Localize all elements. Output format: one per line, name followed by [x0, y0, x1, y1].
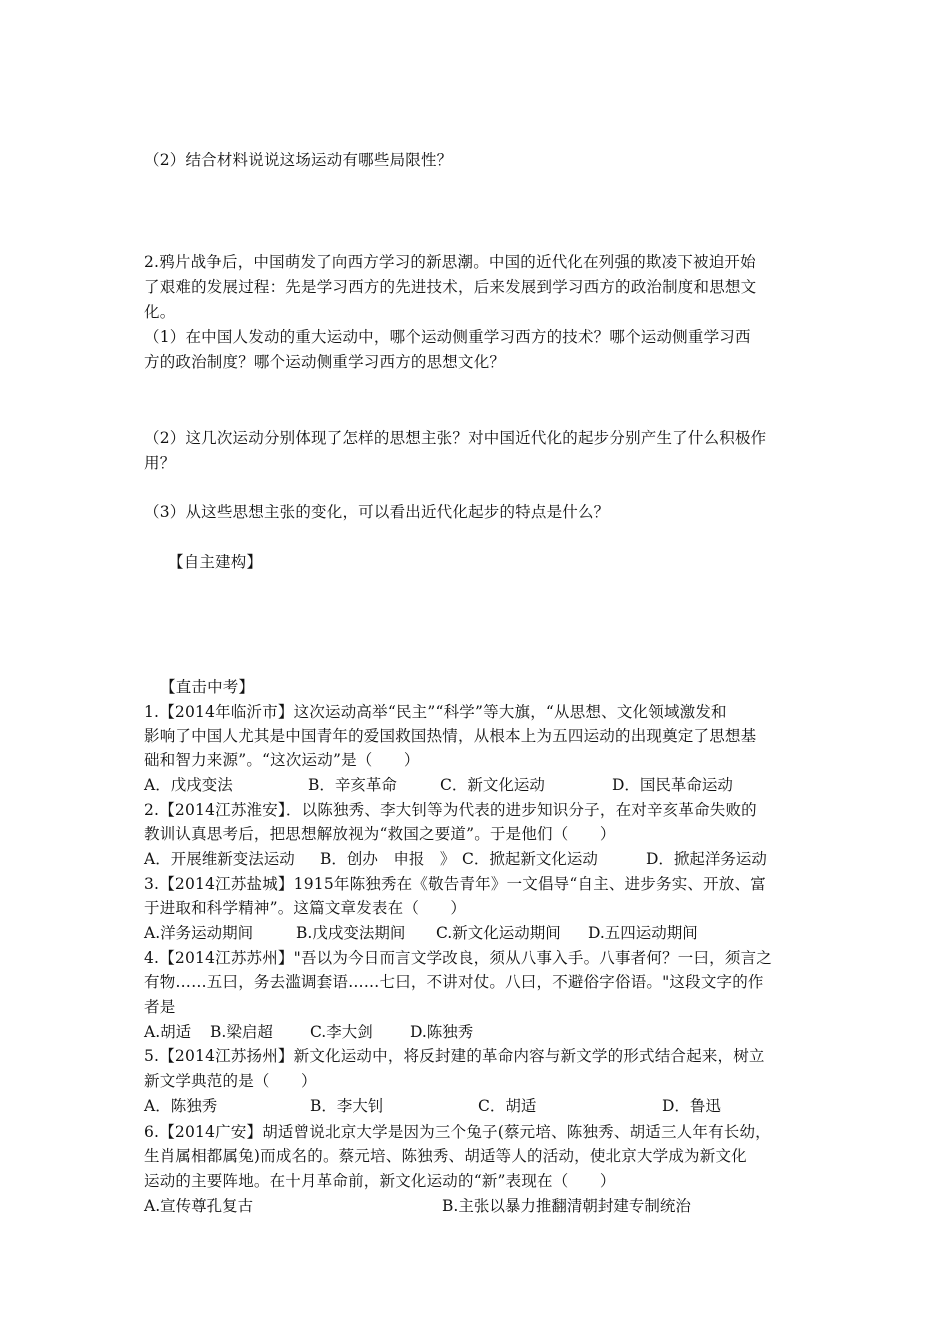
question-2-intro-line-3: 化。	[144, 303, 176, 321]
exam-q1-option-c: C．新文化运动	[440, 776, 545, 794]
exam-q4-option-b: B.梁启超	[210, 1023, 273, 1041]
exam-q2-stem-line-1: 2.【2014江苏淮安】．以陈独秀、李大钊等为代表的进步知识分子，在对辛亥革命失败的	[144, 801, 757, 819]
exam-q6-stem-line-1: 6.【2014广安】胡适曾说北京大学是因为三个兔子(蔡元培、陈独秀、胡适三人年有长幼，	[144, 1123, 771, 1141]
exam-q4-stem-line-2: 有物……五曰，务去滥调套语……七曰，不讲对仗。八曰，不避俗字俗语。"这段文字的作	[144, 973, 764, 991]
exam-q4-stem-line-1: 4.【2014江苏苏州】"吾以为今日而言文学改良，须从八事入手。八事者何？一曰，须言之	[144, 949, 772, 967]
exam-q1-option-d: D．国民革命运动	[612, 776, 733, 794]
question-2-sub-1-line-2: 方的政治制度？哪个运动侧重学习西方的思想文化？	[144, 353, 506, 371]
exam-q3-option-c: C.新文化运动期间	[436, 924, 561, 942]
exam-q3-option-a: A.洋务运动期间	[144, 924, 254, 942]
exam-q6-stem-line-2: 生肖属相都属兔)而成名的。蔡元培、陈独秀、胡适等人的活动，使北京大学成为新文化	[144, 1147, 747, 1165]
exam-q4-stem-line-3: 者是	[144, 998, 176, 1016]
exam-q4-option-a: A.胡适	[144, 1023, 192, 1041]
exam-q4-option-d: D.陈独秀	[410, 1023, 474, 1041]
exam-q3-stem-line-2: 于进取和科学精神”。这篇文章发表在（ ）	[144, 899, 467, 917]
exam-q6-stem-line-3: 运动的主要阵地。在十月革命前，新文化运动的“新”表现在（ ）	[144, 1172, 616, 1190]
question-2-sub-3: （3）从这些思想主张的变化，可以看出近代化起步的特点是什么？	[144, 503, 610, 521]
self-build-heading: 【自主建构】	[168, 553, 263, 571]
question-2-sub-2-line-1: （2）这几次运动分别体现了怎样的思想主张？对中国近代化的起步分别产生了什么积极作	[144, 429, 767, 447]
exam-q3-option-b: B.戊戌变法期间	[296, 924, 406, 942]
question-2-sub-1-line-1: （1）在中国人发动的重大运动中，哪个运动侧重学习西方的技术？哪个运动侧重学习西	[144, 328, 751, 346]
exam-q1-stem-line-1: 1.【2014年临沂市】这次运动高举“民主”“科学”等大旗，“从思想、文化领域激发和	[144, 703, 727, 721]
exam-q6-option-b: B.主张以暴力推翻清朝封建专制统治	[442, 1197, 691, 1215]
exam-q1-stem-line-3: 础和智力来源”。“这次运动”是（ ）	[144, 751, 420, 769]
exam-q2-option-b: B．创办 申报 》	[320, 850, 456, 868]
exam-q2-option-d: D．掀起洋务运动	[646, 850, 767, 868]
exam-q2-option-c: C．掀起新文化运动	[462, 850, 598, 868]
exam-q1-option-a: A．戊戌变法	[144, 776, 233, 794]
exam-q1-stem-line-2: 影响了中国人尤其是中国青年的爱国救国热情，从根本上为五四运动的出现奠定了思想基	[144, 727, 757, 745]
exam-q3-stem-line-1: 3.【2014江苏盐城】1915年陈独秀在《敬告青年》一文倡导“自主、进步务实、开放、富	[144, 875, 766, 893]
exam-q5-stem-line-1: 5.【2014江苏扬州】新文化运动中，将反封建的革命内容与新文学的形式结合起来，树立	[144, 1047, 765, 1065]
exam-q2-option-a: A．开展维新变法运动	[144, 850, 295, 868]
exam-q6-option-a: A.宣传尊孔复古	[144, 1197, 254, 1215]
question-1-sub-2: （2）结合材料说说这场运动有哪些局限性？	[144, 151, 453, 169]
exam-q5-option-a: A．陈独秀	[144, 1097, 218, 1115]
exam-q5-option-d: D．鲁迅	[662, 1097, 721, 1115]
exam-heading: 【直击中考】	[160, 678, 255, 696]
exam-q2-stem-line-2: 教训认真思考后，把思想解放视为“救国之要道”。于是他们（ ）	[144, 825, 616, 843]
exam-q5-option-b: B．李大钊	[310, 1097, 384, 1115]
exam-q5-option-c: C．胡适	[478, 1097, 537, 1115]
exam-q5-stem-line-2: 新文学典范的是（ ）	[144, 1072, 317, 1090]
exam-q3-option-d: D.五四运动期间	[588, 924, 698, 942]
exam-q1-option-b: B．辛亥革命	[308, 776, 397, 794]
question-2-intro-line-1: 2.鸦片战争后，中国萌发了向西方学习的新思潮。中国的近代化在列强的欺凌下被迫开始	[144, 253, 756, 271]
exam-q4-option-c: C.李大剑	[310, 1023, 373, 1041]
question-2-sub-2-line-2: 用？	[144, 454, 176, 472]
question-2-intro-line-2: 了艰难的发展过程：先是学习西方的先进技术，后来发展到学习西方的政治制度和思想文	[144, 278, 757, 296]
